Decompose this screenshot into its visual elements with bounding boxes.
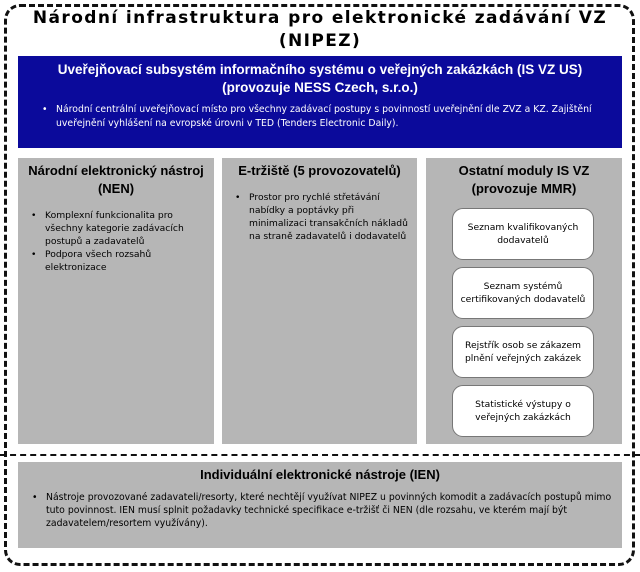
is-vz-us-bullets [30,103,610,130]
ien-bullet: • Nástroje provozované zadavateli/resorty, které nechtějí využívat NIPEZ u povinných komodit a zadávacích postupů mimo tuto povinnost. IEN musí splnit požadavky technické specifikace e-tržišť či NEN (dle rozsahu, ve kterém mají být zadavatelem/resortem využívány). [28,491,612,530]
diagram-title: Národní infrastruktura pro elektronické zadávání VZ (NIPEZ) [32,8,608,51]
module-banned-persons-register: Rejstřík osob se zákazem plnění veřejných zakázek [452,326,594,378]
e-trziste-bullets [230,191,409,243]
ien-box [18,462,622,548]
other-modules-heading: Ostatní moduly IS VZ (provozuje MMR) [458,163,590,196]
nen-heading: Národní elektronický nástroj (NEN) [28,163,204,196]
ien-heading: Individuální elektronické nástroje (IEN) [200,467,440,482]
nen-bullets [26,209,206,274]
e-trziste-bullet: • Prostor pro rychlé střetávání nabídky a poptávky při minimalizaci transakčních nákladů na straně zadavatelů i dodavatelů [230,191,409,243]
nen-box [18,158,214,444]
module-statistics: Statistické výstupy o veřejných zakázkách [452,385,594,437]
module-certified-suppliers: Seznam systémů certifikovaných dodavatelů [452,267,594,319]
nen-bullet: • Komplexní funkcionalita pro všechny kategorie zadávacích postupů a zadavatelů [26,209,206,248]
e-trziste-box [222,158,417,444]
is-vz-us-box [18,56,622,148]
module-qualified-suppliers: Seznam kvalifikovaných dodavatelů [452,208,594,260]
nipez-separator-line [0,454,640,456]
is-vz-us-bullet: • Národní centrální uveřejňovací místo pro všechny zadávací postupy s povinností uveřejnění dle ZVZ a KZ. Zajištění uveřejnění vyhlášení na evropské úrovni v TED (Tenders Electronic Daily). [30,103,610,130]
ien-bullets [28,491,612,530]
e-trziste-heading: E-tržiště (5 provozovatelů) [238,163,401,178]
is-vz-us-heading: Uveřejňovací subsystém informačního systému o veřejných zakázkách (IS VZ US) (provozuje NESS Czech, s.r.o.) [57,62,583,95]
nen-bullet: • Podpora všech rozsahů elektronizace [26,248,206,274]
